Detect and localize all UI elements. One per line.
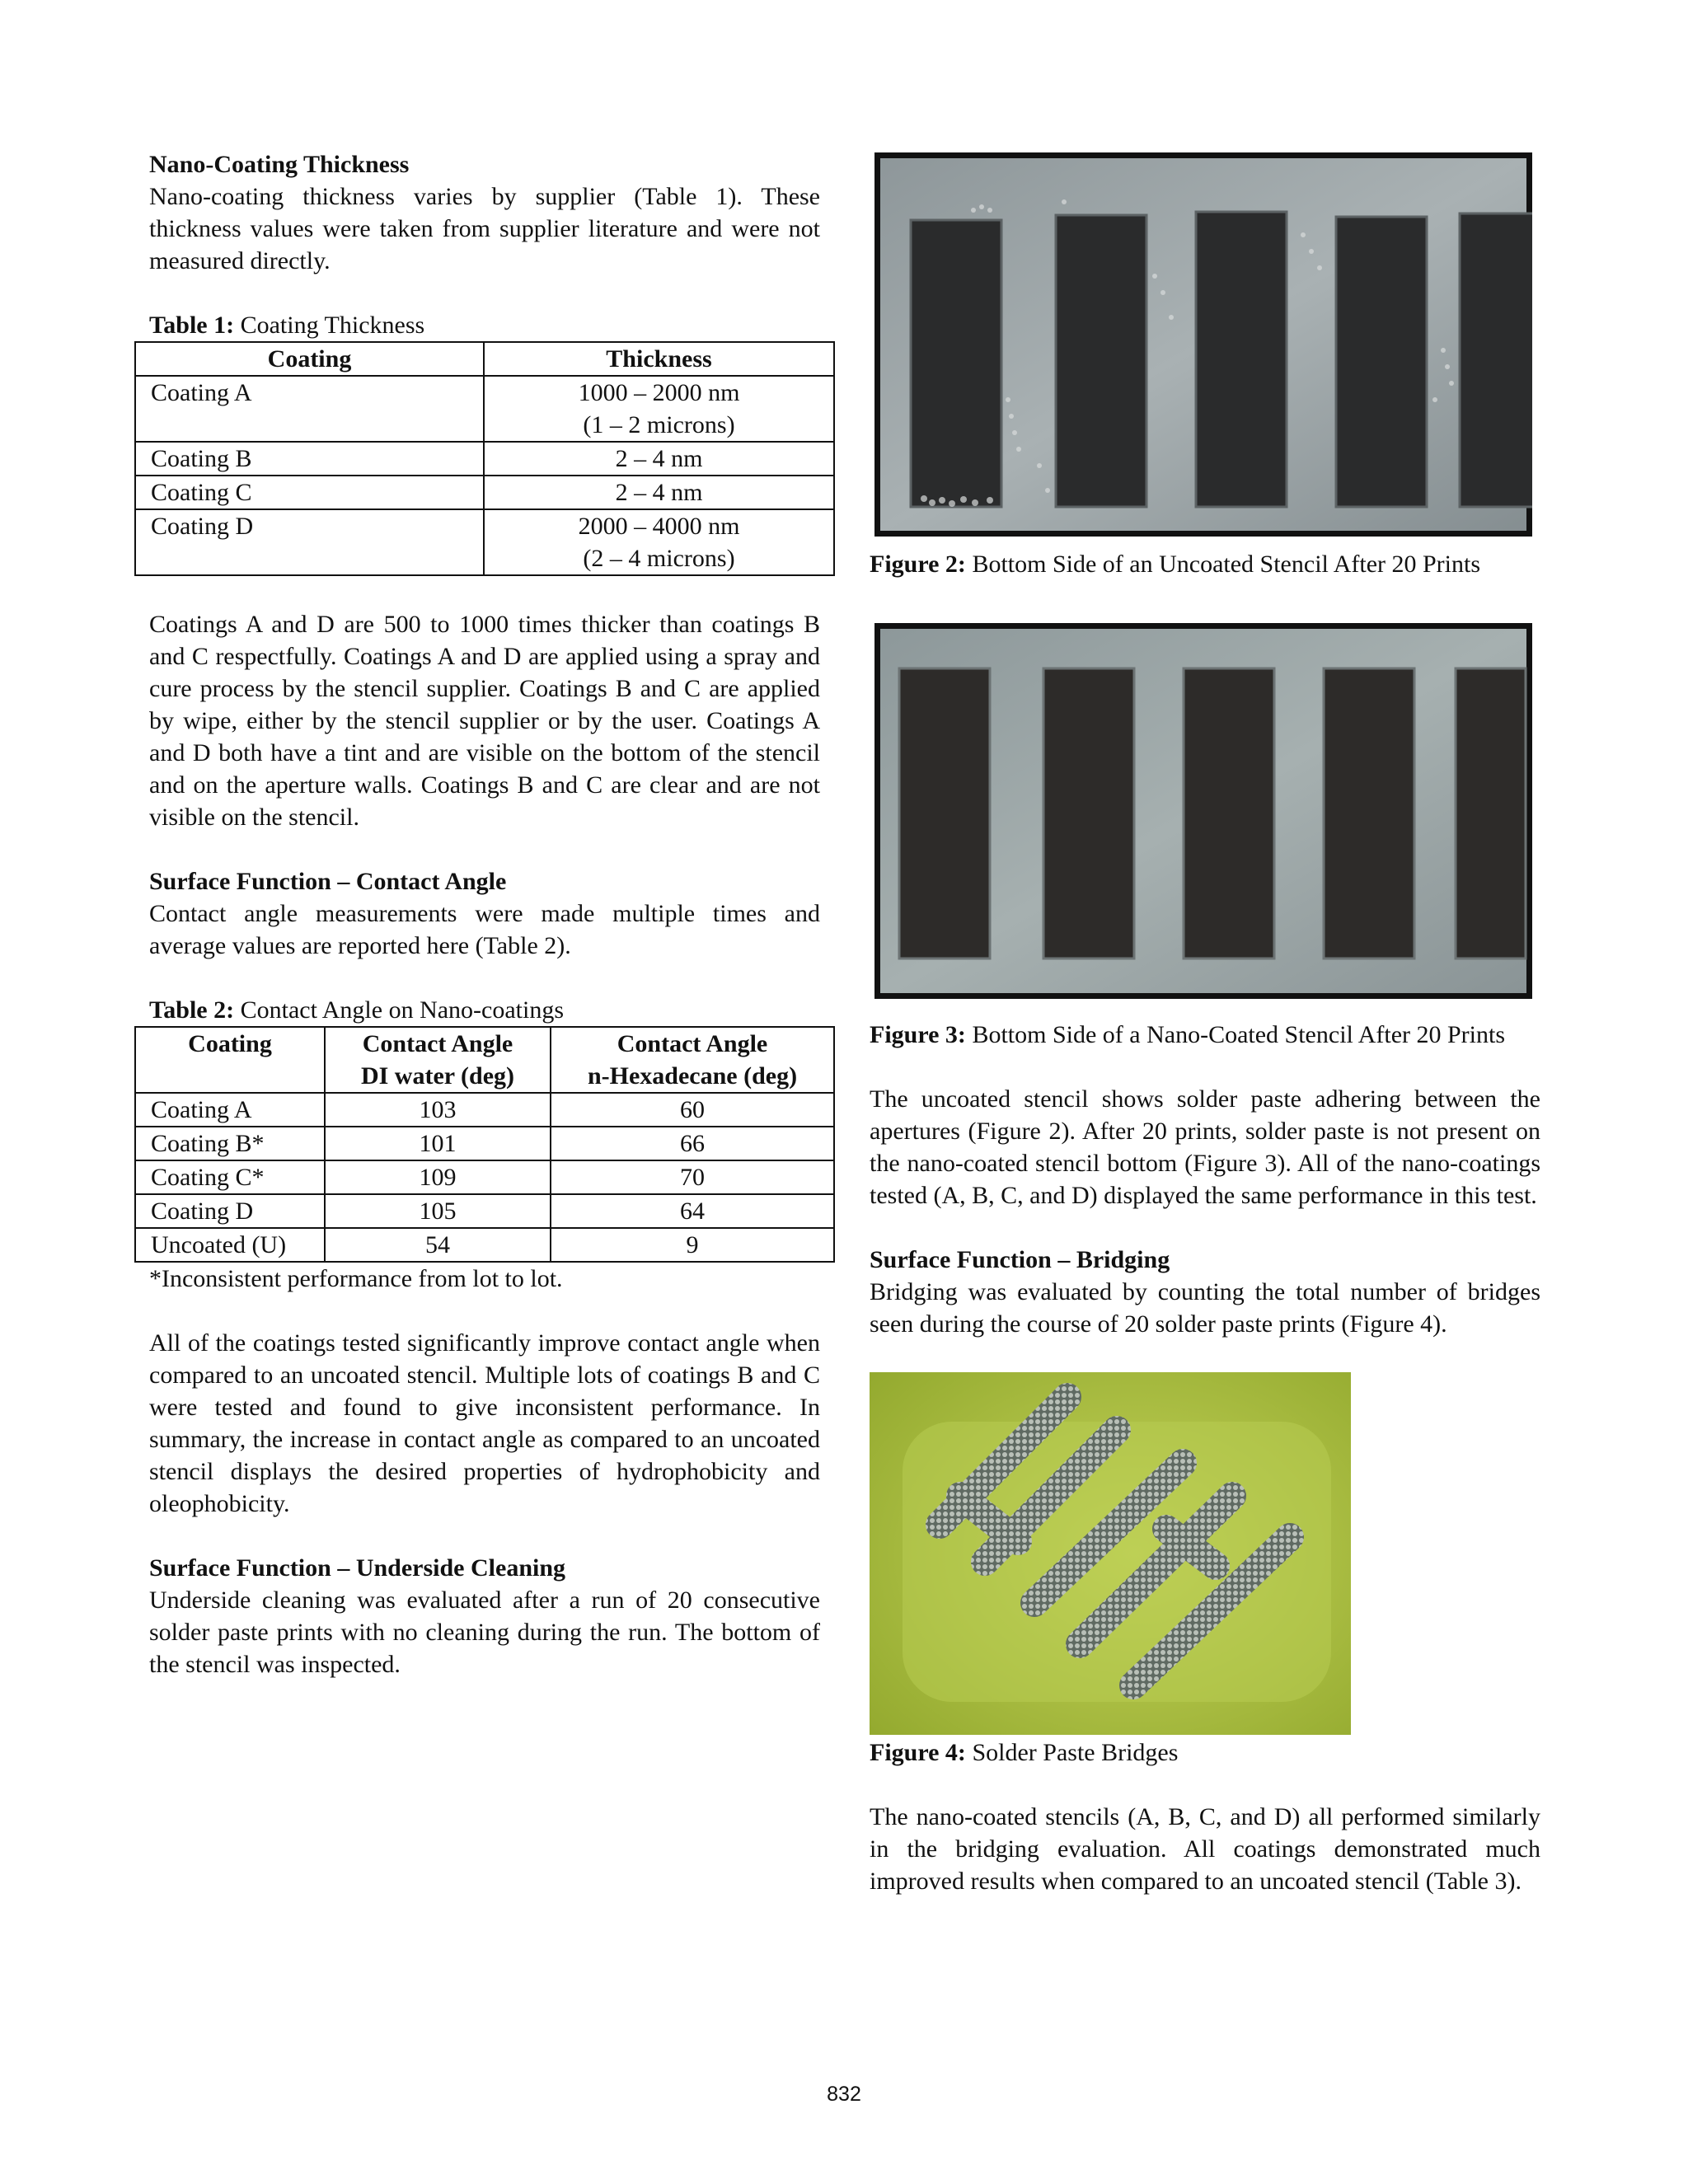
cell-line: (1 – 2 microns) (583, 411, 735, 438)
figure-4 (870, 1372, 1540, 1735)
section-heading-bridging: Surface Function – Bridging (870, 1246, 1170, 1273)
section-heading-underside-cleaning: Surface Function – Underside Cleaning (149, 1554, 566, 1582)
paragraph: Underside cleaning was evaluated after a run of 20 consecutive solder paste prints with no cleaning during the run. The bottom of the stencil was inspected. (149, 1586, 820, 1678)
table-header: Coating (135, 1027, 325, 1093)
figure-label: Figure 3: (870, 1021, 966, 1048)
uncoated-stencil-photo (874, 152, 1532, 537)
figure-caption-text: Bottom Side of a Nano-Coated Stencil After 20 Prints (972, 1021, 1506, 1048)
cell-line: 1000 – 2000 nm (578, 379, 740, 406)
table-row (135, 1093, 834, 1127)
contact-angle-table (134, 1026, 835, 1263)
header-line: n-Hexadecane (deg) (587, 1062, 798, 1090)
table-cell: 105 (325, 1194, 551, 1228)
section-heading-contact-angle: Surface Function – Contact Angle (149, 868, 507, 895)
figure-2 (874, 152, 1540, 537)
table-cell: 66 (551, 1127, 834, 1160)
table-cell: 54 (325, 1228, 551, 1262)
solder-paste-bridges-photo (870, 1372, 1351, 1735)
table-row (135, 476, 834, 509)
table-cell: Coating A (135, 1093, 325, 1127)
table-cell: 70 (551, 1160, 834, 1194)
table-header (551, 1027, 834, 1093)
table-caption (149, 309, 820, 341)
paragraph: Coatings A and D are 500 to 1000 times thicker than coatings B and C respectfully. Coatings A and D are applied using a spray and cure process by the stencil supplier. Coatings B and C are applied by wipe, either by the stencil supplier or by the user. Coatings A and D both have a tint and are visible on the bottom of the stencil and on the aperture walls. Coatings B and C are clear and are not visible on the stencil. (149, 611, 820, 831)
paragraph: The uncoated stencil shows solder paste adhering between the apertures (Figure 2). After 20 prints, solder paste is not present on the nano-coated stencil bottom (Figure 3). All of the nano-coatings tested (A, B, C, and D) displayed the same performance in this test. (870, 1085, 1540, 1209)
table-cell: Coating A (135, 376, 484, 442)
table-cell: 60 (551, 1093, 834, 1127)
figure-3-caption (870, 1019, 1540, 1051)
cell-line: (2 – 4 microns) (583, 545, 735, 572)
figure-2-caption (870, 548, 1540, 580)
table-row (135, 1160, 834, 1194)
table-row (135, 509, 834, 575)
cell-line: 2000 – 4000 nm (578, 513, 740, 540)
figure-label: Figure 4: (870, 1739, 966, 1766)
table-caption (149, 994, 820, 1026)
table-cell: 9 (551, 1228, 834, 1262)
table-label: Table 2: (149, 996, 235, 1024)
table-cell: Uncoated (U) (135, 1228, 325, 1262)
table-cell (484, 376, 834, 442)
table-header: Thickness (484, 342, 834, 376)
paragraph: Bridging was evaluated by counting the total number of bridges seen during the course of 20 solder paste prints (Figure 4). (870, 1278, 1540, 1338)
table-row (135, 1228, 834, 1262)
table-row (135, 376, 834, 442)
header-line: Contact Angle (617, 1030, 768, 1057)
table-cell: Coating B (135, 442, 484, 476)
paragraph: Contact angle measurements were made multiple times and average values are reported here (Table 2). (149, 900, 820, 959)
figure-caption-text: Bottom Side of an Uncoated Stencil After 20 Prints (972, 551, 1481, 578)
table-cell: 101 (325, 1127, 551, 1160)
table-cell: Coating B* (135, 1127, 325, 1160)
figure-4-caption (870, 1736, 1540, 1769)
nano-coated-stencil-photo (874, 623, 1532, 999)
header-line: DI water (deg) (360, 1062, 515, 1090)
figure-label: Figure 2: (870, 551, 966, 578)
paragraph: All of the coatings tested significantly improve contact angle when compared to an uncoated stencil. Multiple lots of coatings B and C were tested and found to give inconsistent performance. In summary, the increase in contact angle as compared to an uncoated stencil displays the desired properties of hydrophobicity and oleophobicity. (149, 1329, 820, 1517)
table-header (325, 1027, 551, 1093)
table-cell: Coating C* (135, 1160, 325, 1194)
table-footnote: *Inconsistent performance from lot to lot. (149, 1265, 563, 1292)
table-cell: Coating D (135, 509, 484, 575)
coating-thickness-table (134, 341, 835, 576)
header-line: Contact Angle (362, 1030, 513, 1057)
table-title: Coating Thickness (240, 312, 425, 339)
figure-caption-text: Solder Paste Bridges (972, 1739, 1179, 1766)
figure-3 (874, 623, 1540, 999)
table-row (135, 1127, 834, 1160)
table-cell: Coating D (135, 1194, 325, 1228)
section-heading-nano-coating-thickness: Nano-Coating Thickness (149, 151, 410, 178)
table-header: Coating (135, 342, 484, 376)
paragraph: The nano-coated stencils (A, B, C, and D) all performed similarly in the bridging evaluation. All coatings demonstrated much improved results when compared to an uncoated stencil (Table 3). (870, 1803, 1540, 1895)
table-cell: Coating C (135, 476, 484, 509)
table-cell (484, 509, 834, 575)
table-title: Contact Angle on Nano-coatings (240, 996, 565, 1024)
table-cell: 64 (551, 1194, 834, 1228)
table-label: Table 1: (149, 312, 235, 339)
page-number: 832 (827, 2083, 861, 2106)
table-cell: 2 – 4 nm (484, 442, 834, 476)
table-cell: 109 (325, 1160, 551, 1194)
table-cell: 103 (325, 1093, 551, 1127)
left-column (149, 148, 820, 1680)
table-row (135, 1194, 834, 1228)
table-cell: 2 – 4 nm (484, 476, 834, 509)
paragraph: Nano-coating thickness varies by supplier (Table 1). These thickness values were taken from supplier literature and were not measured directly. (149, 183, 820, 274)
right-column (870, 152, 1540, 1897)
table-row (135, 442, 834, 476)
